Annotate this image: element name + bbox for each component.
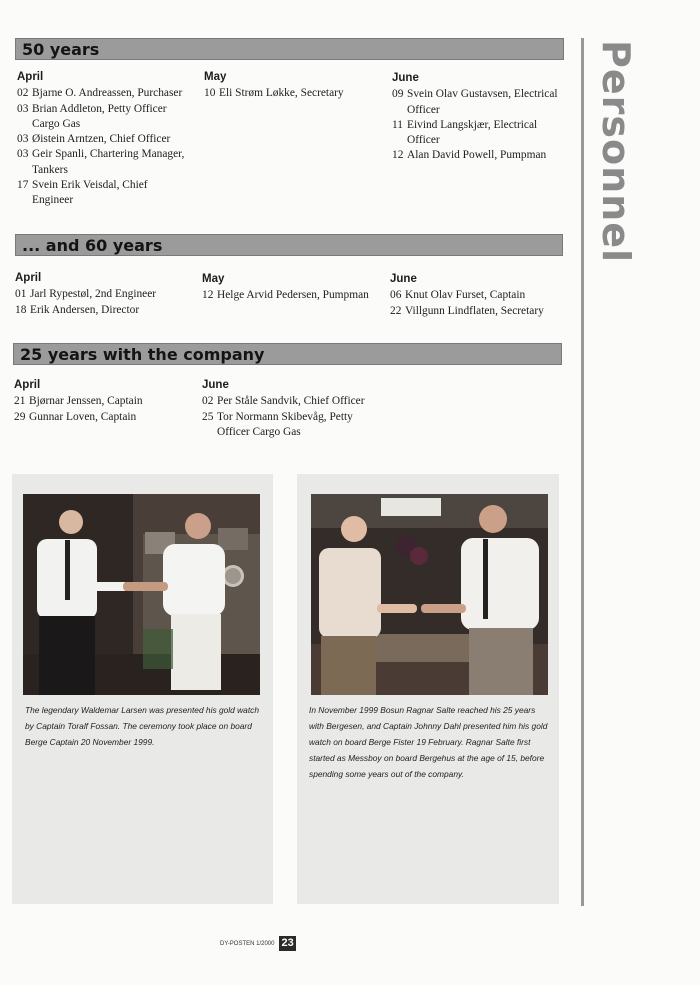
column-june-60: [390, 272, 570, 319]
section-heading-50-years: 50 years: [15, 38, 564, 60]
list-item: 21 Bjørnar Jenssen, Captain: [14, 395, 143, 408]
photo-illustration: [311, 494, 548, 695]
section-heading-60-years: ... and 60 years: [15, 234, 563, 256]
photo-caption-left: The legendary Waldemar Larsen was presented his gold watch by Captain Toralf Fossan. The ceremony took place on board Berge Captain 20 November 1999.: [25, 705, 260, 747]
month-heading: May: [202, 273, 225, 285]
side-divider: [581, 38, 584, 906]
photo-panel-left: [12, 474, 273, 904]
month-heading: April: [17, 71, 44, 83]
month-heading: June: [392, 72, 419, 84]
list-item: 02 Per Ståle Sandvik, Chief Officer: [202, 395, 365, 408]
column-april-60: [15, 271, 200, 318]
page-number: 23: [281, 937, 294, 949]
list-item: 25 Tor Normann Skibevåg, Petty Officer Cargo Gas: [202, 410, 353, 438]
month-heading: April: [15, 272, 42, 284]
list-item: 12 Alan David Powell, Pumpman: [392, 149, 547, 162]
list-item: 17 Svein Erik Veisdal, Chief Engineer: [17, 179, 148, 207]
side-title: Personnel: [594, 40, 638, 263]
photo-caption-right: In November 1999 Bosun Ragnar Salte reached his 25 years with Bergesen, and Captain Johnny Dahl presented him his gold watch on board Berge Fister 19 February. Ragnar Salte first started as Messboy on board Bergehus at the age of 15, before spending some years out of the company.: [309, 705, 548, 779]
list-item: 03 Brian Addleton, Petty Officer Cargo Gas: [17, 102, 167, 130]
list-item: 12 Helge Arvid Pedersen, Pumpman: [202, 289, 369, 302]
list-item: 03 Geir Spanli, Chartering Manager, Tankers: [17, 148, 185, 176]
ceremony-photo-right: [311, 494, 548, 695]
month-heading: May: [204, 71, 227, 83]
month-heading: June: [390, 273, 417, 285]
column-june-25: [202, 378, 377, 440]
section-heading-25-years-company: 25 years with the company: [13, 343, 562, 365]
list-item: 09 Svein Olav Gustavsen, Electrical Officer: [392, 88, 558, 116]
list-item: 03 Øistein Arntzen, Chief Officer: [17, 133, 171, 146]
column-april-25: [14, 378, 194, 425]
photo-panel-right: [297, 474, 559, 904]
month-heading: April: [14, 379, 41, 391]
list-item: 06 Knut Olav Furset, Captain: [390, 289, 526, 302]
column-may-50: [204, 70, 384, 102]
publication-name: DY-POSTEN 1/2000: [220, 940, 275, 947]
list-item: 22 Villgunn Lindflaten, Secretary: [390, 304, 544, 317]
list-item: 10 Eli Strøm Løkke, Secretary: [204, 87, 344, 100]
ceremony-photo-left: [23, 494, 260, 695]
column-june-50: [392, 71, 567, 164]
page-footer: [220, 936, 296, 951]
month-heading: June: [202, 379, 229, 391]
list-item: 01 Jarl Rypestøl, 2nd Engineer: [15, 288, 157, 301]
list-item: 02 Bjarne O. Andreassen, Purchaser: [17, 87, 183, 100]
column-may-60: [202, 272, 387, 304]
list-item: 11 Eivind Langskjær, Electrical Officer: [392, 118, 538, 147]
list-item: 29 Gunnar Loven, Captain: [14, 410, 137, 423]
list-item: 18 Erik Andersen, Director: [15, 303, 140, 316]
photo-illustration: [23, 494, 260, 695]
column-april-50: [17, 70, 197, 209]
